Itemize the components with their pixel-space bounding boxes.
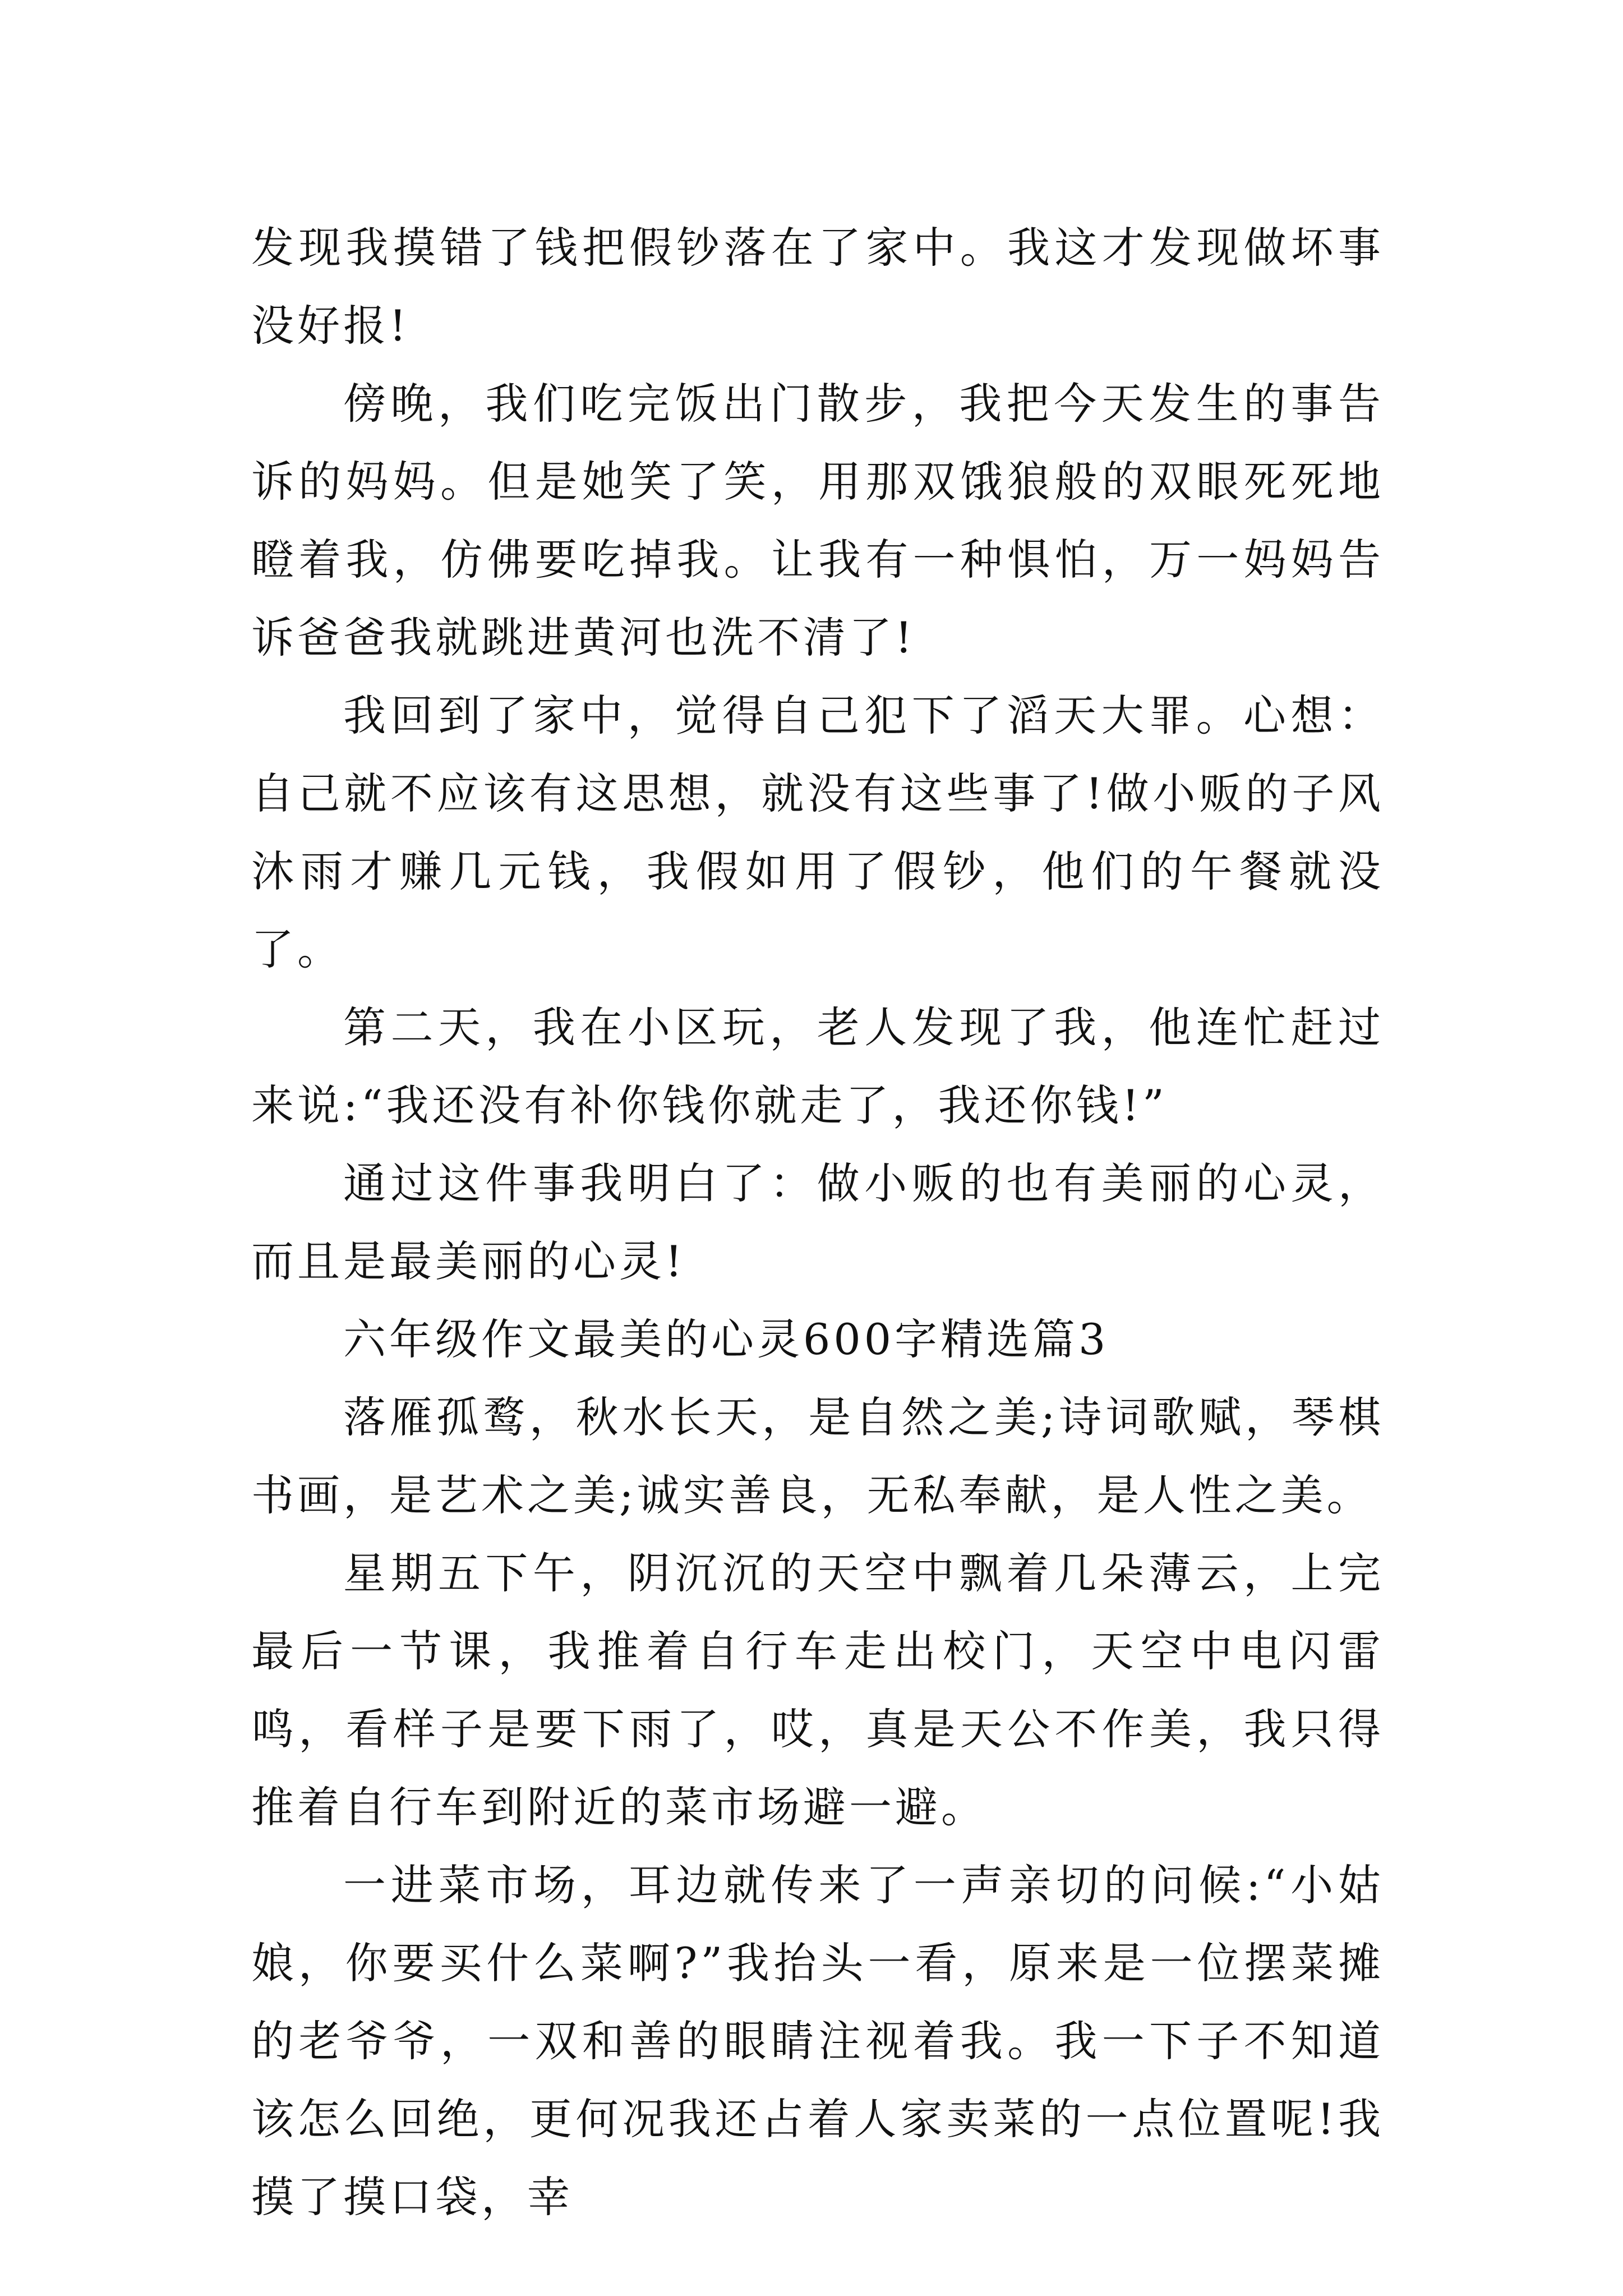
paragraph-5: 通过这件事我明白了：做小贩的也有美丽的心灵，而且是最美丽的心灵! xyxy=(251,1158,1384,1286)
paragraph-4: 第二天，我在小区玩，老人发现了我，他连忙赶过来说:“我还没有补你钱你就走了，我还你钱!” xyxy=(251,1002,1384,1130)
paragraph-6: 落雁孤鹜，秋水长天，是自然之美;诗词歌赋，琴棋书画，是艺术之美;诚实善良，无私奉献，是人性之美。 xyxy=(251,1392,1384,1520)
paragraph-2: 傍晚，我们吃完饭出门散步，我把今天发生的事告诉的妈妈。但是她笑了笑，用那双饿狼般的双眼死死地瞪着我，仿佛要吃掉我。让我有一种惧怕，万一妈妈告诉爸爸我就跳进黄河也洗不清了! xyxy=(251,379,1384,662)
paragraph-1: 发现我摸错了钱把假钞落在了家中。我这才发现做坏事没好报! xyxy=(251,223,1384,351)
document-body xyxy=(251,209,1384,2236)
section-heading: 六年级作文最美的心灵600字精选篇3 xyxy=(343,1314,1109,1364)
paragraph-3: 我回到了家中，觉得自己犯下了滔天大罪。心想：自己就不应该有这思想，就没有这些事了!做小贩的子风沐雨才赚几元钱，我假如用了假钞，他们的午餐就没了。 xyxy=(251,691,1384,974)
paragraph-7: 星期五下午，阴沉沉的天空中飘着几朵薄云，上完最后一节课，我推着自行车走出校门，天空中电闪雷鸣，看样子是要下雨了，哎，真是天公不作美，我只得推着自行车到附近的菜市场避一避。 xyxy=(251,1548,1384,1832)
paragraph-8: 一进菜市场，耳边就传来了一声亲切的问候:“小姑娘，你要买什么菜啊?”我抬头一看，原来是一位摆菜摊的老爷爷，一双和善的眼睛注视着我。我一下子不知道该怎么回绝，更何况我还占着人家卖菜的一点位置呢!我摸了摸口袋，幸 xyxy=(251,1860,1384,2222)
